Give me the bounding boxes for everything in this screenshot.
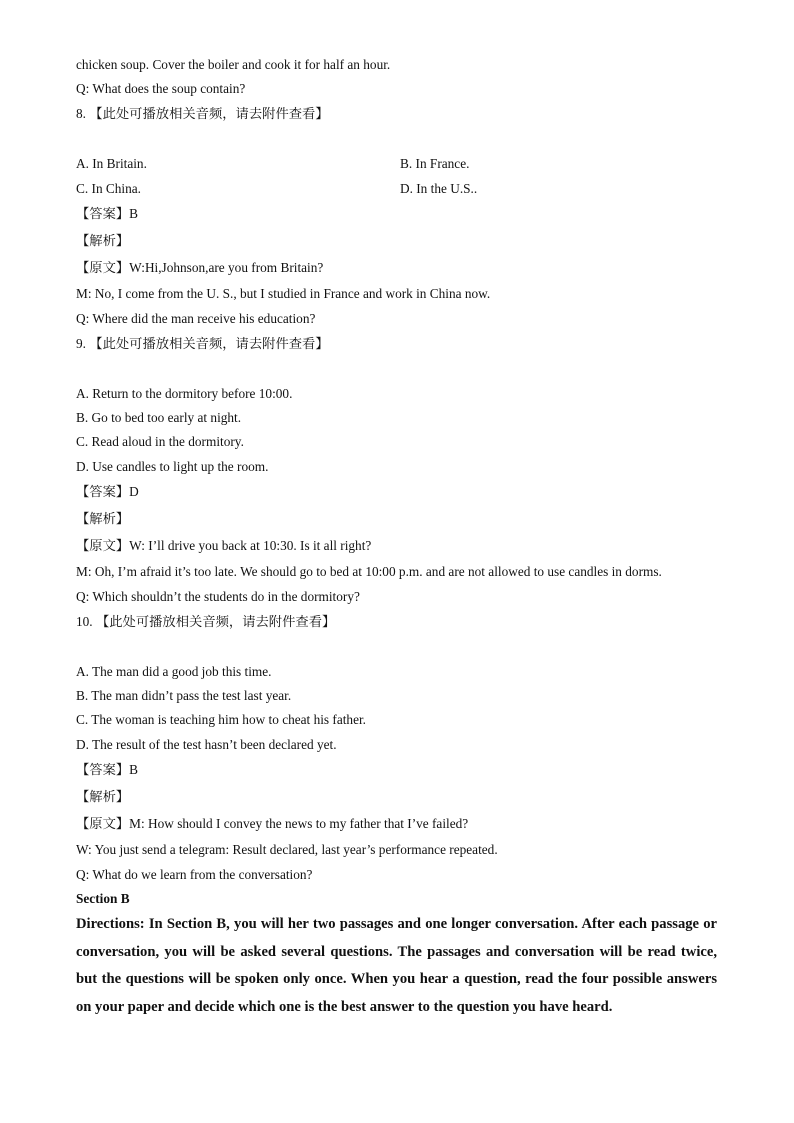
- section-directions: Directions: In Section B, you will her two passages and one longer conversation. After each passage or conversation, you will be asked several questions. The passages and conversation will be read twice, but the questions will be spoken only once. When you hear a question, read the four possible answers on your paper and decide which one is the best answer to the question you have heard.: [76, 916, 717, 1015]
- q9-transcript-question: Q: Which shouldn’t the students do in the dormitory?: [76, 589, 360, 604]
- section-heading: Section B: [76, 891, 130, 906]
- question-10-audio-prompt: 10. 【此处可播放相关音频，请去附件查看】: [76, 614, 336, 629]
- q10-option-d: D. The result of the test hasn’t been declared yet.: [76, 737, 337, 752]
- q10-option-c: C. The woman is teaching him how to cheat his father.: [76, 712, 367, 727]
- q10-transcript-question: Q: What do we learn from the conversation?: [76, 867, 313, 882]
- q10-answer: 【答案】B: [76, 762, 139, 777]
- q8-transcript-line: 【原文】W:Hi,Johnson,are you from Britain?: [76, 260, 324, 275]
- question-9-audio-prompt: 9. 【此处可播放相关音频，请去附件查看】: [76, 336, 329, 351]
- q8-option-d: D. In the U.S..: [400, 181, 478, 196]
- q8-transcript-question: Q: Where did the man receive his education?: [76, 311, 316, 326]
- q10-transcript-line: W: You just send a telegram: Result declared, last year’s performance repeated.: [76, 842, 498, 857]
- q10-option-a: A. The man did a good job this time.: [76, 664, 272, 679]
- q9-option-b: B. Go to bed too early at night.: [76, 410, 242, 425]
- question-text: Q: What does the soup contain?: [76, 81, 246, 96]
- question-8-audio-prompt: 8. 【此处可播放相关音频，请去附件查看】: [76, 106, 329, 121]
- q8-explanation-label: 【解析】: [76, 233, 130, 248]
- q9-transcript-line: 【原文】W: I’ll drive you back at 10:30. Is it all right?: [76, 538, 372, 553]
- q10-explanation-label: 【解析】: [76, 789, 130, 804]
- q8-answer: 【答案】B: [76, 206, 139, 221]
- q8-option-a: A. In Britain.: [76, 156, 147, 171]
- q10-option-b: B. The man didn’t pass the test last year.: [76, 688, 292, 703]
- q10-transcript-line: 【原文】M: How should I convey the news to my father that I’ve failed?: [76, 816, 469, 831]
- q8-option-c: C. In China.: [76, 181, 142, 196]
- q9-option-a: A. Return to the dormitory before 10:00.: [76, 386, 293, 401]
- q9-option-c: C. Read aloud in the dormitory.: [76, 434, 244, 449]
- passage-text-line: chicken soup. Cover the boiler and cook it for half an hour.: [76, 57, 391, 72]
- q9-answer: 【答案】D: [76, 484, 139, 499]
- q8-option-b: B. In France.: [400, 156, 470, 171]
- q9-transcript-line: M: Oh, I’m afraid it’s too late. We should go to bed at 10:00 p.m. and are not allowed to use candles in dorms.: [76, 564, 662, 579]
- q8-transcript-line: M: No, I come from the U. S., but I studied in France and work in China now.: [76, 286, 491, 301]
- q9-explanation-label: 【解析】: [76, 511, 130, 526]
- q9-option-d: D. Use candles to light up the room.: [76, 459, 269, 474]
